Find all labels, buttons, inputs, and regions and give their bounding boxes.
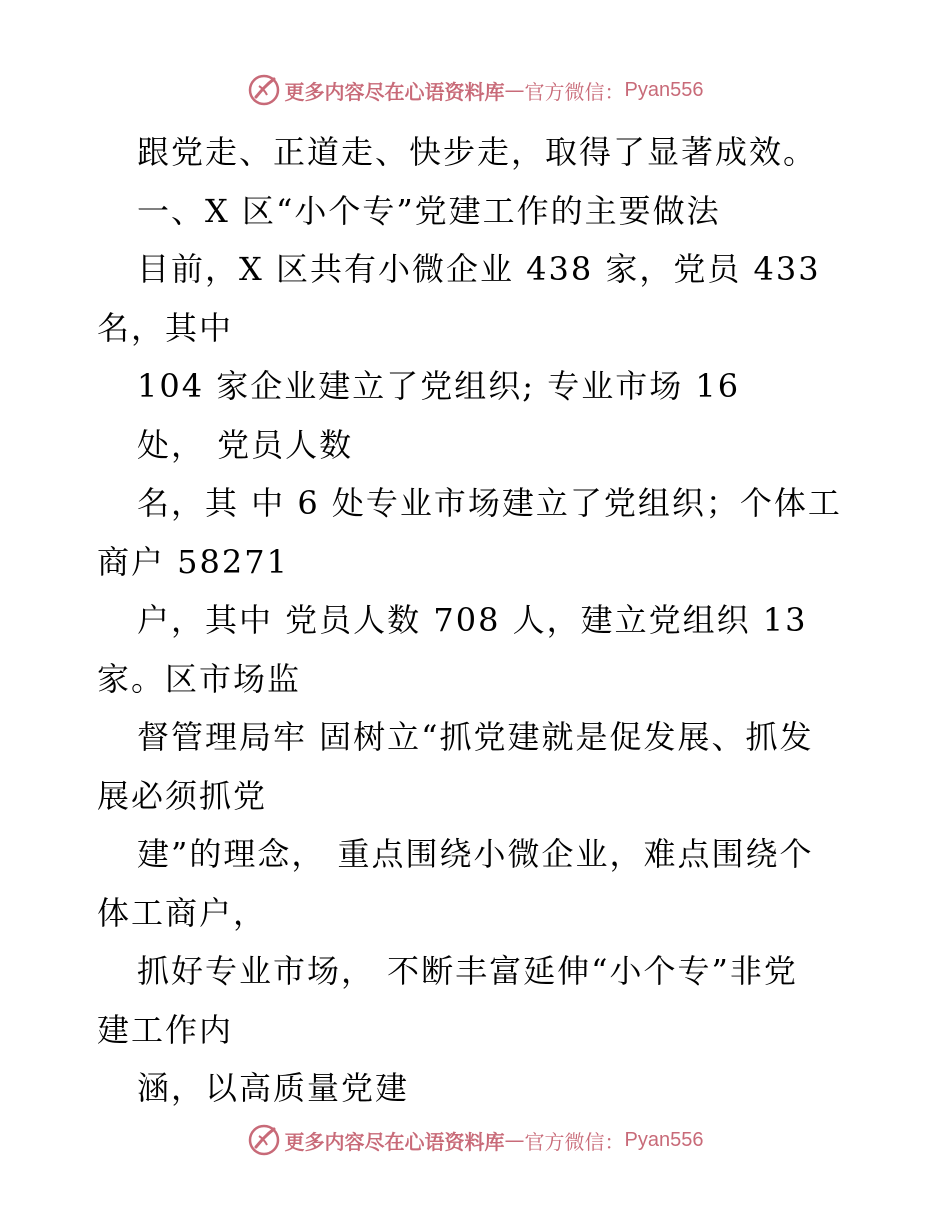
text-line: 体工商户， (97, 893, 268, 932)
text-line: 户，其中 党员人数 708 人，建立党组织 13 (137, 601, 808, 639)
footer-banner (0, 1120, 950, 1160)
text-line: 涵，以高质量党建 (137, 1069, 410, 1107)
brush-logo-icon (247, 1123, 281, 1157)
banner-separator: — (504, 1128, 525, 1152)
text-line: 名，其 中 6 处专业市场建立了党组织；个体工 (137, 484, 842, 522)
banner-text: 更多内容尽在心语资料库 (284, 1129, 505, 1154)
banner-wechat-label: 官方微信： (524, 79, 625, 104)
document-body (97, 123, 857, 1118)
text-line: 104 家企业建立了党组织; 专业市场 16 (137, 367, 741, 405)
text-line: 目前，X 区共有小微企业 438 家，党员 433 (137, 250, 821, 288)
text-line: 处， 党员人数 (137, 425, 354, 464)
brush-logo-icon (247, 73, 281, 107)
text-line: 建工作内 (97, 1010, 234, 1049)
text-line: 抓好专业市场， 不断丰富延伸“小个专”非党 (137, 952, 798, 990)
banner-text: 更多内容尽在心语资料库 (284, 79, 505, 104)
header-banner (0, 70, 950, 110)
banner-separator: — (504, 78, 525, 102)
banner-wechat-label: 官方微信： (524, 1129, 625, 1154)
text-line: 督管理局牢 固树立“抓党建就是促发展、抓发 (137, 718, 814, 756)
banner-wechat-id: Pyan556 (624, 1128, 704, 1151)
text-line: 跟党走、正道走、快步走，取得了显著成效。 (137, 133, 818, 171)
text-line: 展必须抓党 (97, 776, 268, 815)
text-line: 家。区市场监 (97, 659, 302, 698)
text-line: 商户 58271 (97, 542, 289, 581)
text-line: 名，其中 (97, 308, 234, 347)
banner-wechat-id: Pyan556 (624, 78, 704, 101)
text-line: 建”的理念， 重点围绕小微企业，难点围绕个 (137, 835, 814, 873)
text-line: 一、X 区“小个专”党建工作的主要做法 (137, 191, 721, 230)
